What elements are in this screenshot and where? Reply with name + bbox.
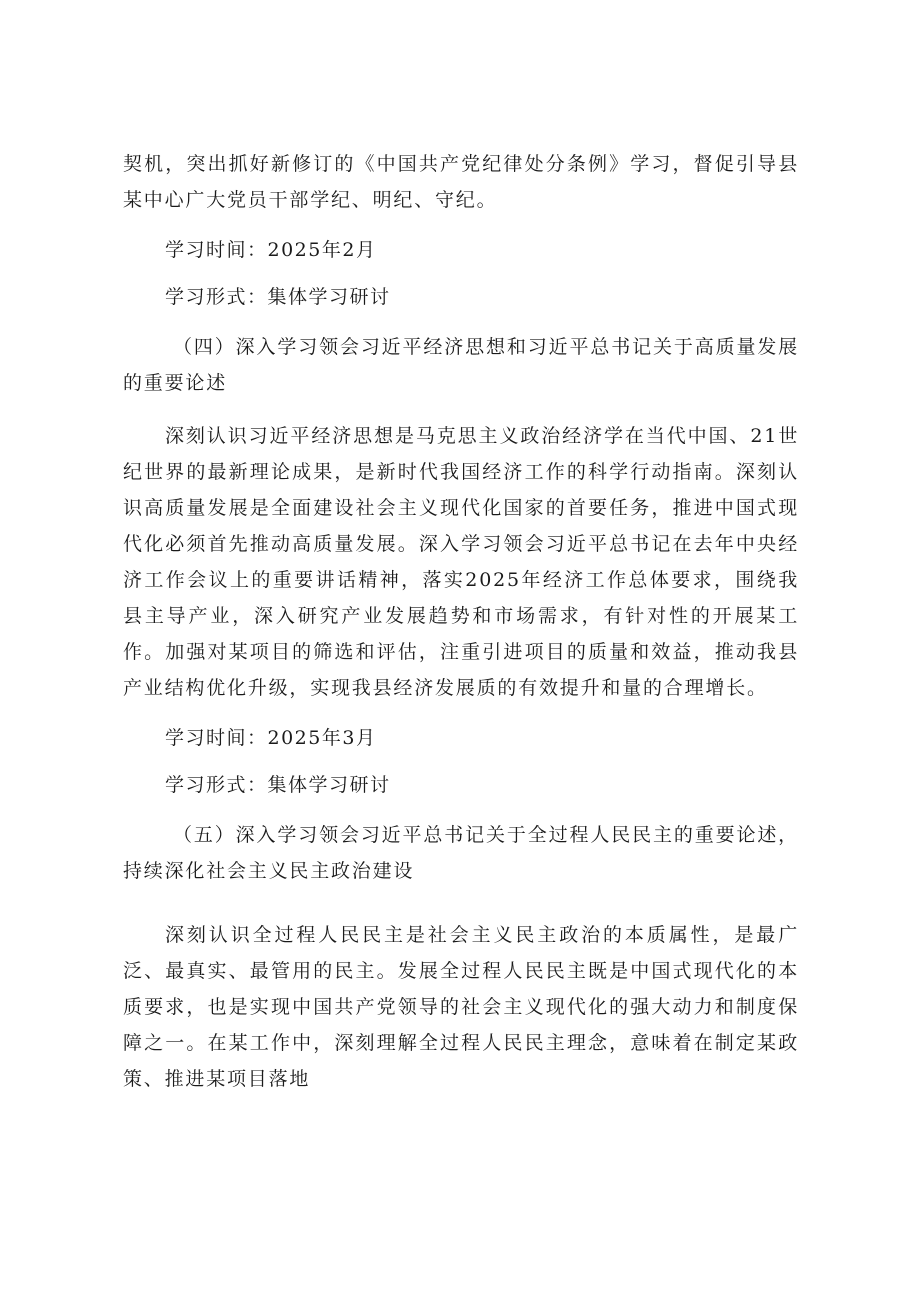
- paragraph-whole-process-democracy: 深刻认识全过程人民民主是社会主义民主政治的本质属性，是最广泛、最真实、最管用的民主。发展全过程人民民主既是中国式现代化的本质要求，也是实现中国共产党领导的社会主义现代化的强大动力和制度保障之一。在某工作中，深刻理解全过程人民民主理念，意味着在制定某政策、推进某项目落地: [123, 924, 799, 1090]
- study-form-2: 学习形式：集体学习研讨: [165, 774, 391, 796]
- section-heading-4: （四）深入学习领会习近平经济思想和习近平总书记关于高质量发展的重要论述: [123, 336, 799, 394]
- document-body: [123, 146, 799, 1097]
- study-time-february: 学习时间：2025年2月: [165, 239, 377, 261]
- study-form-1: 学习形式：集体学习研讨: [165, 286, 391, 308]
- paragraph-economic-thought: 深刻认识习近平经济思想是马克思主义政治经济学在当代中国、21世纪世界的最新理论成果，是新时代我国经济工作的科学行动指南。深刻认识高质量发展是全面建设社会主义现代化国家的首要任务，推进中国式现代化必须首先推动高质量发展。深入学习领会习近平总书记在去年中央经济工作会议上的重要讲话精神，落实2025年经济工作总体要求，围绕我县主导产业，深入研究产业发展趋势和市场需求，有针对性的开展某工作。加强对某项目的筛选和评估，注重引进项目的质量和效益，推动我县产业结构优化升级，实现我县经济发展质的有效提升和量的合理增长。: [123, 425, 799, 699]
- section-heading-5: （五）深入学习领会习近平总书记关于全过程人民民主的重要论述，持续深化社会主义民主政治建设: [123, 824, 799, 882]
- study-time-march: 学习时间：2025年3月: [165, 727, 377, 749]
- paragraph-continuation: 契机，突出抓好新修订的《中国共产党纪律处分条例》学习，督促引导县某中心广大党员干部学纪、明纪、守纪。: [123, 153, 799, 211]
